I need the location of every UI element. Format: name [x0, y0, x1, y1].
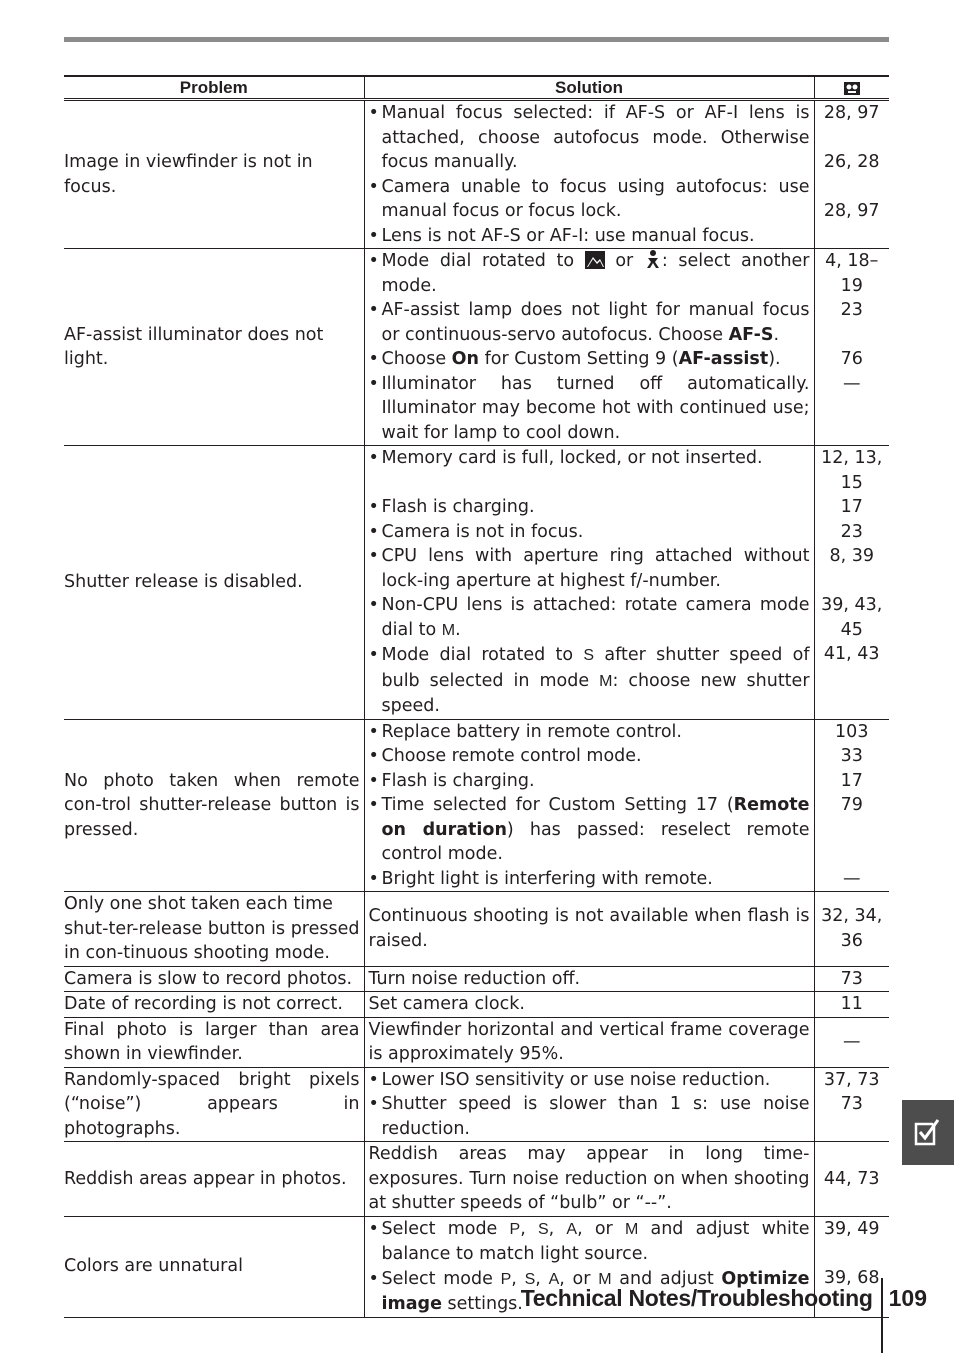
problem-cell: Final photo is larger than area shown in viewfinder. — [64, 1017, 364, 1067]
troubleshooting-table — [64, 75, 889, 1318]
page-ref: 36 — [840, 930, 863, 951]
list-item: • Camera unable to focus using autofocus: use manual focus or focus lock. — [369, 175, 810, 224]
table-row — [64, 992, 889, 1018]
close-up-mode-icon — [644, 249, 662, 269]
page-ref: 23 — [840, 521, 863, 542]
page-ref: 103 — [835, 721, 869, 742]
list-item: • Choose On for Custom Setting 9 (AF-assist). — [369, 347, 810, 372]
list-item: • Lower ISO sensitivity or use noise reduction. — [369, 1068, 810, 1093]
page-ref: 32, 34, — [821, 906, 883, 927]
page-ref: 79 — [840, 795, 863, 815]
solution-cell: Set camera clock. — [364, 992, 814, 1018]
solution-cell: Turn noise reduction off. — [364, 966, 814, 992]
list-item: • AF-assist lamp does not light for manual focus or continuous-servo autofocus. Choose AF-S. — [369, 298, 810, 347]
problem-cell: Camera is slow to record photos. — [64, 966, 364, 992]
page-ref: — — [843, 373, 861, 394]
list-item: • Select mode P, S, A, or M and adjust Optimize image settings. — [369, 1267, 810, 1317]
landscape-mode-icon — [585, 251, 605, 269]
list-item: • Lens is not AF-S or AF-I: use manual focus. — [369, 224, 810, 249]
list-item: • Choose remote control mode. — [369, 744, 810, 769]
page-ref: 33 — [840, 746, 863, 766]
solution-cell: Continuous shooting is not available when flash is raised. — [364, 892, 814, 967]
page-ref: 28, 97 — [823, 103, 880, 123]
list-item: • Replace battery in remote control. — [369, 720, 810, 745]
problem-cell: AF-assist illuminator does not light. — [64, 249, 364, 446]
list-item: • Mode dial rotated to or : select another mode. — [369, 249, 810, 298]
page-ref-cell — [814, 249, 889, 446]
problem-cell: Date of recording is not correct. — [64, 992, 364, 1018]
problem-cell: Reddish areas appear in photos. — [64, 1142, 364, 1217]
list-item: • Select mode P, S, A, or M and adjust white balance to match light source. — [369, 1217, 810, 1267]
page-ref: 12, 13, — [821, 448, 883, 468]
page-ref: 76 — [840, 349, 863, 369]
column-header-problem: Problem — [64, 76, 364, 100]
list-item: • Shutter speed is slower than 1 s: use noise reduction. — [369, 1092, 810, 1141]
list-item: • Mode dial rotated to S after shutter speed of bulb selected in mode M: choose new shutter speed. — [369, 643, 810, 719]
page-ref: 39, 43, — [821, 595, 883, 615]
list-item: • Camera is not in focus. — [369, 520, 810, 545]
problem-cell: Randomly-spaced bright pixels (“noise”) appears in photographs. — [64, 1067, 364, 1142]
table-row — [64, 249, 889, 446]
table-row — [64, 966, 889, 992]
table-row — [64, 100, 889, 249]
page-ref-cell — [814, 719, 889, 892]
troubleshooting-icon — [902, 1100, 954, 1165]
page-ref: 23 — [840, 300, 863, 320]
page-ref: — — [843, 868, 861, 889]
problem-cell: Only one shot taken each time shut-ter-release button is pressed in con-tinuous shooting mode. — [64, 892, 364, 967]
page-ref: 8, 39 — [829, 546, 875, 566]
page-ref: 28, 97 — [823, 201, 880, 221]
page-ref-cell — [814, 1067, 889, 1142]
page-ref-cell: 44, 73 — [814, 1142, 889, 1217]
table-header-row — [64, 76, 889, 100]
column-header-solution: Solution — [364, 76, 814, 100]
table-row — [64, 892, 889, 967]
page-ref: 39, 49 — [823, 1218, 880, 1239]
table-row — [64, 1017, 889, 1067]
list-item: • Memory card is full, locked, or not inserted. — [369, 446, 810, 471]
page-ref-cell: — — [814, 1017, 889, 1067]
page-ref: 17 — [840, 497, 863, 517]
page-ref: 37, 73 — [823, 1069, 880, 1090]
list-item: • Manual focus selected: if AF-S or AF-I lens is attached, choose autofocus mode. Otherwise focus manually. — [369, 101, 810, 175]
page-ref: 39, 68 — [823, 1267, 880, 1288]
page-ref-cell: 73 — [814, 966, 889, 992]
table-row — [64, 1067, 889, 1142]
solution-cell — [364, 1067, 814, 1142]
page-ref: 17 — [840, 770, 863, 791]
page-number: 109 — [888, 1285, 927, 1311]
list-item: • Bright light is interfering with remote. — [369, 867, 810, 892]
section-side-tab — [902, 1100, 954, 1165]
solution-cell: Viewfinder horizontal and vertical frame coverage is approximately 95%. — [364, 1017, 814, 1067]
list-item: • Flash is charging. — [369, 769, 810, 794]
page-ref: 41, 43 — [823, 644, 880, 664]
table-row — [64, 719, 889, 892]
page-ref: 4, 18–19 — [825, 251, 879, 296]
top-rule — [64, 37, 889, 42]
list-item: • Time selected for Custom Setting 17 (Remote on duration) has passed: reselect remote control mode. — [369, 793, 810, 867]
page-ref-cell: 11 — [814, 992, 889, 1018]
list-item: • CPU lens with aperture ring attached without lock-ing aperture at highest f/-number. — [369, 544, 810, 593]
page-ref: 73 — [840, 1094, 863, 1114]
solution-cell — [364, 100, 814, 249]
list-item: • Non-CPU lens is attached: rotate camera mode dial to M. — [369, 593, 810, 643]
problem-cell: Image in viewfinder is not in focus. — [64, 100, 364, 249]
page-footer — [521, 1278, 927, 1318]
page-ref-cell — [814, 446, 889, 720]
page-reference-icon — [843, 80, 861, 96]
page-ref: 15 — [840, 472, 863, 493]
solution-cell — [364, 719, 814, 892]
column-header-page — [814, 76, 889, 100]
solution-cell — [364, 249, 814, 446]
problem-cell: Shutter release is disabled. — [64, 446, 364, 720]
list-item: • Flash is charging. — [369, 495, 810, 520]
page-ref: 45 — [840, 619, 863, 640]
solution-cell: Reddish areas may appear in long time-exposures. Turn noise reduction on when shooting at shutter speeds of “bulb” or “--”. — [364, 1142, 814, 1217]
table-row — [64, 1142, 889, 1217]
table-row — [64, 446, 889, 720]
page-ref: 26, 28 — [823, 152, 880, 172]
list-item: • Illuminator has turned off automatically. Illuminator may become hot with continued use; wait for lamp to cool down. — [369, 372, 810, 446]
problem-cell: No photo taken when remote con-trol shutter-release button is pressed. — [64, 719, 364, 892]
page-ref-cell — [814, 892, 889, 967]
problem-cell: Colors are unnatural — [64, 1216, 364, 1317]
page-ref-cell — [814, 100, 889, 249]
solution-cell — [364, 446, 814, 720]
section-title: Technical Notes/Troubleshooting — [520, 1284, 873, 1311]
